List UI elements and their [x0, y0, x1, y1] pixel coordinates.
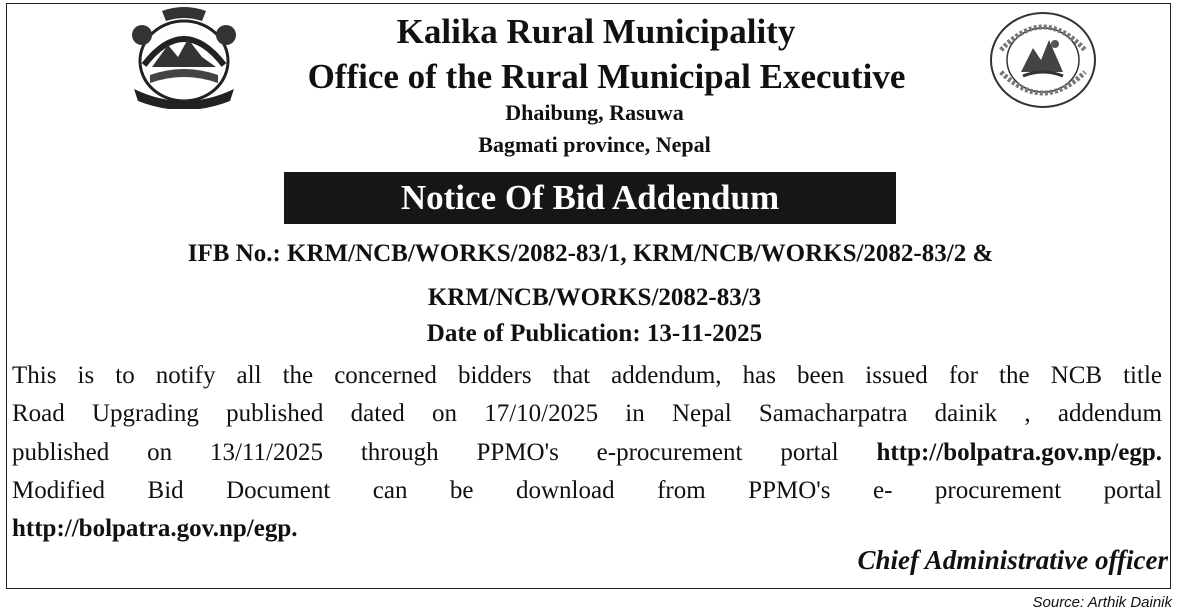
body-line: Road Upgrading published dated on 17/10/2025 in Nepal Samacharpatra dainik , addendum [12, 400, 1162, 428]
address-line: Dhaibung, Rasuwa [505, 100, 684, 125]
body-line: Modified Bid Document can be download from PPMO's e- procurement portal [12, 476, 1162, 504]
notice-title-banner: Notice Of Bid Addendum [284, 172, 896, 224]
municipality-name: Kalika Rural Municipality [396, 12, 796, 51]
body-line [12, 434, 1162, 472]
body-line: This is to notify all the concerned bidders that addendum, has been issued for the NCB title [12, 362, 1162, 389]
signatory: Chief Administrative officer [857, 545, 1168, 575]
portal-link[interactable]: http://bolpatra.gov.np/egp. [12, 515, 298, 543]
notice-body [12, 357, 1162, 548]
source-credit: Source: Arthik Dainik [1032, 594, 1172, 611]
province-line: Bagmati province, Nepal [478, 132, 711, 157]
portal-link[interactable]: http://bolpatra.gov.np/egp. [876, 438, 1162, 466]
office-name: Office of the Rural Municipal Executive [307, 57, 906, 96]
ifb-number-line-1: IFB No.: KRM/NCB/WORKS/2082-83/1, KRM/NCB/WORKS/2082-83/2 & [187, 240, 994, 267]
publication-date: Date of Publication: 13-11-2025 [426, 320, 763, 347]
body-line-text: published on 13/11/2025 through PPMO's e-procurement portal [12, 438, 877, 466]
ifb-number-line-2: KRM/NCB/WORKS/2082-83/3 [427, 284, 762, 311]
